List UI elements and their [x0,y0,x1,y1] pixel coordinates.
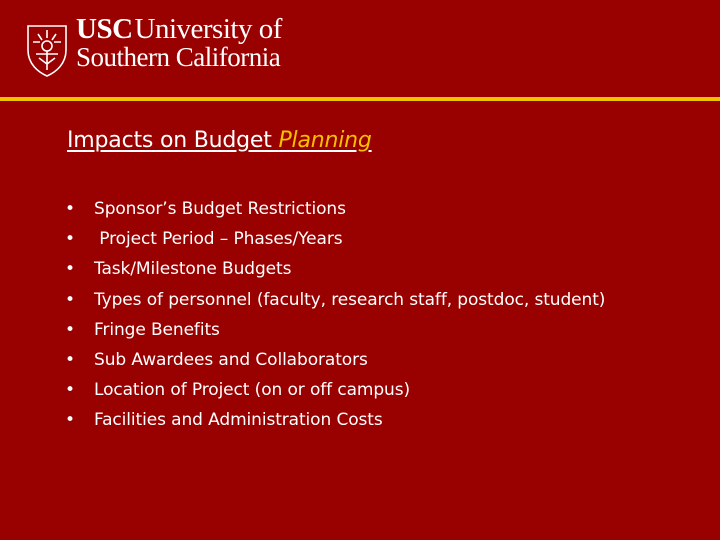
wordmark-abbrev: USC [76,13,133,45]
bullet-list [65,196,605,438]
bullet-icon: • [65,229,75,250]
list-item-text: Sub Awardees and Collaborators [94,349,368,370]
list-item [65,377,605,407]
slide-header [0,0,720,97]
slide-title [67,128,372,153]
slide-title-main: Impacts on Budget [67,128,279,153]
wordmark-line-1 [76,13,282,45]
list-item [65,226,605,256]
list-item-text: Location of Project (on or off campus) [94,380,411,401]
bullet-icon: • [65,380,75,401]
list-item-text: Sponsor’s Budget Restrictions [94,199,346,219]
bullet-icon: • [65,319,75,340]
list-item-text: Types of personnel (faculty, research staff, postdoc, student) [94,289,606,310]
bullet-icon: • [65,199,75,219]
list-item [65,407,605,437]
usc-seal-icon [24,20,70,78]
wordmark-line-2: Southern California [76,42,281,72]
slide-title-accent: Planning [278,128,372,153]
list-item [65,317,605,347]
wordmark-university: University of [134,13,282,45]
bullet-icon: • [65,259,75,280]
list-item [65,287,605,317]
usc-wordmark [76,13,282,72]
list-item-text: Facilities and Administration Costs [94,410,383,431]
bullet-icon: • [65,410,75,431]
list-item-text: Fringe Benefits [94,319,220,340]
list-item-text: Task/Milestone Budgets [94,259,292,280]
list-item [65,347,605,377]
header-divider [0,97,720,101]
bullet-icon: • [65,289,75,310]
list-item [65,256,605,286]
list-item [65,196,605,226]
list-item-text: Project Period – Phases/Years [94,229,343,250]
bullet-icon: • [65,349,75,370]
